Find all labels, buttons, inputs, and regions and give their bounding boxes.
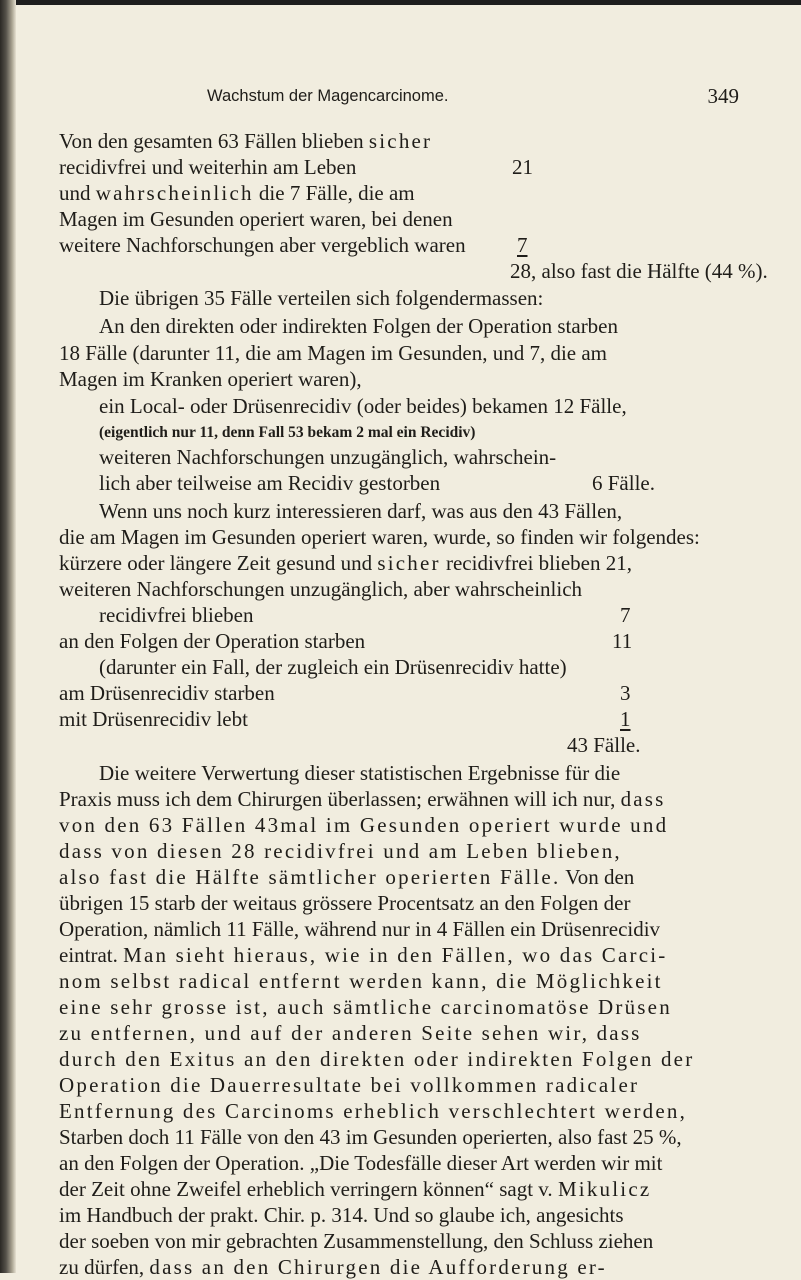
text-line: durch den Exitus an den direkten oder indirekten Folgen der	[59, 1047, 695, 1071]
count-value: 3	[620, 681, 631, 705]
text-line: 18 Fälle (darunter 11, die am Magen im Gesunden, und 7, die am	[59, 341, 607, 365]
footnote-line: (eigentlich nur 11, denn Fall 53 bekam 2 mal ein Recidiv)	[99, 424, 476, 441]
text-line: recidivfrei blieben	[99, 603, 254, 627]
text-line: (darunter ein Fall, der zugleich ein Drüsenrecidiv hatte)	[99, 655, 567, 679]
text-line: zu entfernen, und auf der anderen Seite sehen wir, dass	[59, 1021, 642, 1045]
text-line: Starben doch 11 Fälle von den 43 im Gesunden operierten, also fast 25 %,	[59, 1125, 682, 1149]
text-line: Operation die Dauerresultate bei vollkommen radicaler	[59, 1073, 640, 1097]
text-line: im Handbuch der prakt. Chir. p. 314. Und so glaube ich, angesichts	[59, 1203, 624, 1227]
text-line: der soeben von mir gebrachten Zusammenstellung, den Schluss ziehen	[59, 1229, 654, 1253]
text-line: An den direkten oder indirekten Folgen der Operation starben	[99, 314, 619, 338]
count-value: 6 Fälle.	[592, 471, 655, 495]
sum-line: 43 Fälle.	[567, 733, 641, 757]
count-value: 11	[612, 629, 633, 653]
running-title: Wachstum der Magencarcinome.	[207, 87, 449, 105]
text-line: ein Local- oder Drüsenrecidiv (oder beides) bekamen 12 Fälle,	[99, 394, 627, 418]
text-line: nom selbst radical entfernt werden kann, die Möglichkeit	[59, 969, 663, 993]
page-number: 349	[707, 84, 739, 108]
text-line: eintrat. Man sieht hieraus, wie in den Fällen, wo das Carci-	[59, 943, 668, 967]
text-line: Entfernung des Carcinoms erheblich verschlechtert werden,	[59, 1099, 688, 1123]
text-line: zu dürfen, dass an den Chirurgen die Aufforderung er-	[59, 1255, 607, 1279]
text-line: kürzere oder längere Zeit gesund und sicher recidivfrei blieben 21,	[59, 551, 632, 575]
scan-top-edge	[0, 0, 801, 5]
text-line: übrigen 15 starb der weitaus grössere Procentsatz an den Folgen der	[59, 891, 631, 915]
count-value: 7	[620, 603, 631, 627]
text-line: der Zeit ohne Zweifel erheblich verringern können“ sagt v. Mikulicz	[59, 1177, 652, 1201]
book-gutter-shadow	[0, 0, 16, 1273]
text-line: eine sehr grosse ist, auch sämtliche carcinomatöse Drüsen	[59, 995, 672, 1019]
text-line: an den Folgen der Operation starben	[59, 629, 366, 653]
sum-line: 28, also fast die Hälfte (44 %).	[510, 259, 768, 283]
text-line: Die übrigen 35 Fälle verteilen sich folgendermassen:	[99, 286, 544, 310]
count-value: 7	[517, 233, 528, 257]
text-line: lich aber teilweise am Recidiv gestorben	[99, 471, 441, 495]
text-line: dass von diesen 28 recidivfrei und am Leben blieben,	[59, 839, 622, 863]
text-line: mit Drüsenrecidiv lebt	[59, 707, 248, 731]
text-line: Magen im Kranken operiert waren),	[59, 367, 362, 391]
count-value: 1	[620, 707, 631, 731]
text-line: weiteren Nachforschungen unzugänglich, wahrschein-	[99, 445, 557, 469]
text-line: weiteren Nachforschungen unzugänglich, aber wahrscheinlich	[59, 577, 583, 601]
count-value: 21	[512, 155, 533, 179]
text-line: Von den gesamten 63 Fällen blieben sicher	[59, 129, 433, 153]
text-line: Die weitere Verwertung dieser statistischen Ergebnisse für die	[99, 761, 621, 785]
text-line: recidivfrei und weiterhin am Leben	[59, 155, 357, 179]
text-line: also fast die Hälfte sämtlicher operierten Fälle. Von den	[59, 865, 635, 889]
text-line: von den 63 Fällen 43mal im Gesunden operiert wurde und	[59, 813, 669, 837]
text-line: und wahrscheinlich die 7 Fälle, die am	[59, 181, 415, 205]
text-line: Praxis muss ich dem Chirurgen überlassen; erwähnen will ich nur, dass	[59, 787, 666, 811]
text-line: weitere Nachforschungen aber vergeblich waren	[59, 233, 466, 257]
text-line: an den Folgen der Operation. „Die Todesfälle dieser Art werden wir mit	[59, 1151, 663, 1175]
text-line: am Drüsenrecidiv starben	[59, 681, 275, 705]
text-line: Wenn uns noch kurz interessieren darf, was aus den 43 Fällen,	[99, 499, 623, 523]
text-line: Operation, nämlich 11 Fälle, während nur in 4 Fällen ein Drüsenrecidiv	[59, 917, 661, 941]
text-line: Magen im Gesunden operiert waren, bei denen	[59, 207, 453, 231]
text-line: die am Magen im Gesunden operiert waren, wurde, so finden wir folgendes:	[59, 525, 700, 549]
